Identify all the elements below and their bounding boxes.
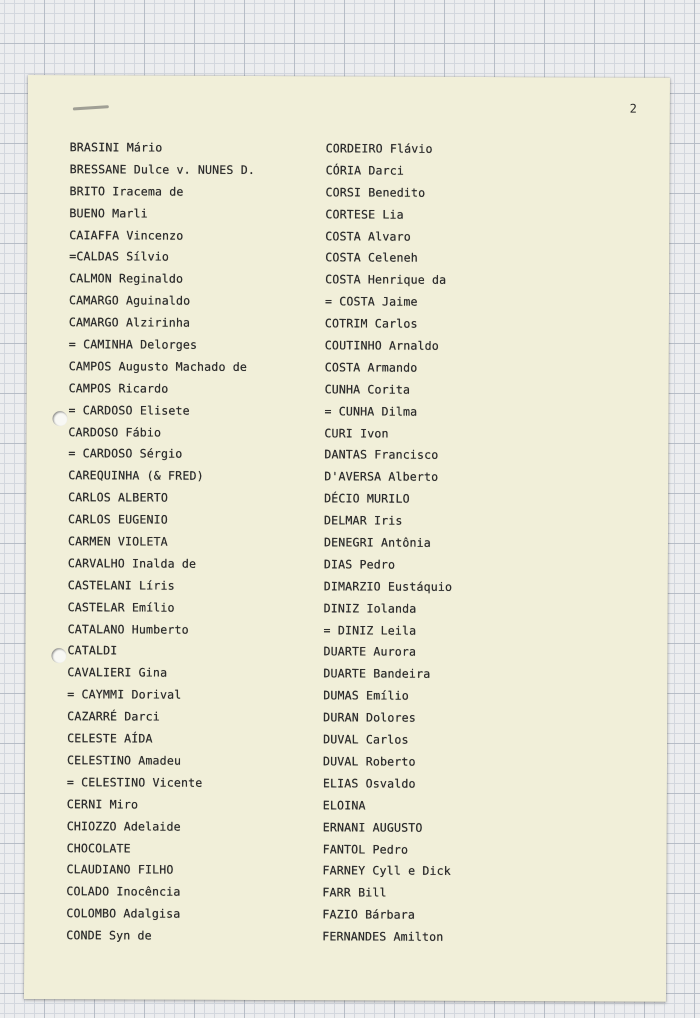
list-item: CORTESE Lia [325, 206, 404, 222]
list-item: = CAYMMI Dorival [67, 687, 182, 702]
page-number: 2 [629, 101, 637, 116]
list-item: = DINIZ Leila [323, 622, 417, 638]
list-item: COUTINHO Arnaldo [324, 338, 439, 353]
list-item: CAMPOS Augusto Machado de [68, 359, 248, 374]
list-item: CHOCOLATE [66, 840, 131, 855]
list-item: CAMARGO Alzirinha [68, 315, 191, 330]
list-item: CORSI Benedito [325, 185, 426, 200]
list-item: FARR Bill [322, 885, 387, 900]
list-item: CATALANO Humberto [67, 621, 189, 637]
list-item: = CUNHA Dilma [324, 403, 418, 419]
list-item: CAIAFFA Vincenzo [69, 227, 184, 243]
list-item: D'AVERSA Alberto [324, 469, 439, 485]
list-item: ERNANI AUGUSTO [322, 819, 423, 835]
name-list-left [66, 137, 255, 948]
list-item: CAREQUINHA (& FRED) [68, 468, 204, 484]
list-item: CUNHA Corita [324, 382, 411, 397]
name-list-right [322, 138, 454, 949]
list-item: CELESTE AÍDA [67, 731, 153, 746]
list-item: DIAS Pedro [323, 557, 396, 572]
punch-hole [51, 648, 66, 663]
list-item: =CALDAS Sílvio [69, 249, 170, 265]
list-item: DUARTE Bandeira [323, 666, 431, 682]
list-item: = CAMINHA Delorges [68, 337, 198, 352]
list-item: ELOINA [322, 798, 366, 813]
list-item: CAVALIERI Gina [67, 665, 168, 680]
list-item: DINIZ Iolanda [323, 600, 417, 616]
list-item: DENEGRI Antônia [323, 535, 431, 550]
list-item: ELIAS Osvaldo [322, 776, 416, 791]
list-item: COLADO Inocência [66, 884, 181, 899]
list-item: = CARDOSO Sérgio [68, 446, 183, 462]
list-item: FARNEY Cyll e Dick [322, 863, 451, 879]
list-item: CELESTINO Amadeu [66, 753, 182, 768]
list-item: CAZARRÉ Darci [67, 709, 160, 724]
list-item: = CELESTINO Vicente [66, 775, 203, 790]
list-item: BUENO Marli [69, 205, 148, 221]
punch-hole [52, 411, 67, 426]
list-item: BRESSANE Dulce v. NUNES D. [69, 162, 256, 177]
list-item: CERNI Miro [66, 796, 139, 812]
list-item: CASTELANI Líris [67, 577, 175, 593]
list-item: CAMARGO Aguinaldo [68, 293, 191, 308]
list-item: CORDEIRO Flávio [325, 141, 433, 156]
list-item: CALMON Reginaldo [69, 271, 184, 287]
list-item: DURAN Dolores [323, 710, 416, 725]
typed-page [24, 75, 670, 1002]
list-item: COTRIM Carlos [324, 316, 418, 331]
list-item: BRITO Iracema de [69, 183, 184, 199]
list-item: DUVAL Roberto [322, 754, 416, 769]
list-item: CARLOS ALBERTO [68, 490, 169, 505]
list-item: FANTOL Pedro [322, 841, 409, 857]
list-item: CARDOSO Fábio [68, 424, 162, 440]
list-item: BRASINI Mário [69, 140, 163, 155]
list-item: DUARTE Aurora [323, 644, 417, 660]
list-item: CASTELAR Emílio [67, 599, 175, 615]
list-item: COSTA Henrique da [325, 272, 447, 288]
list-item: FAZIO Bárbara [322, 907, 416, 922]
ink-mark [73, 105, 109, 110]
list-item: DIMARZIO Eustáquio [323, 579, 453, 594]
list-item: DUMAS Emílio [323, 688, 409, 703]
list-item: CONDE Syn de [66, 928, 152, 943]
list-item: CHIOZZO Adelaide [66, 818, 181, 834]
list-item: CÓRIA Darci [325, 163, 405, 178]
list-item: CARMEN VIOLETA [67, 534, 168, 549]
list-item: DÉCIO MURILO [324, 491, 410, 506]
list-item: CATALDI [67, 643, 118, 658]
list-item: DELMAR Iris [324, 513, 403, 528]
list-item: CURI Ivon [324, 425, 389, 441]
list-item: CAMPOS Ricardo [68, 380, 169, 396]
list-item: COSTA Alvaro [325, 228, 411, 244]
list-item: FERNANDES Amilton [322, 929, 444, 944]
list-item: CLAUDIANO FILHO [66, 862, 174, 878]
list-item: CARVALHO Inalda de [67, 556, 197, 571]
list-item: = CARDOSO Elisete [68, 402, 190, 418]
list-item: COSTA Celeneh [325, 250, 418, 266]
list-item: = COSTA Jaime [324, 294, 418, 309]
list-item: DANTAS Francisco [324, 447, 439, 463]
list-item: COLOMBO Adalgisa [66, 906, 181, 921]
list-item: COSTA Armando [324, 360, 418, 375]
list-item: CARLOS EUGENIO [68, 512, 168, 527]
list-item: DUVAL Carlos [323, 732, 409, 747]
